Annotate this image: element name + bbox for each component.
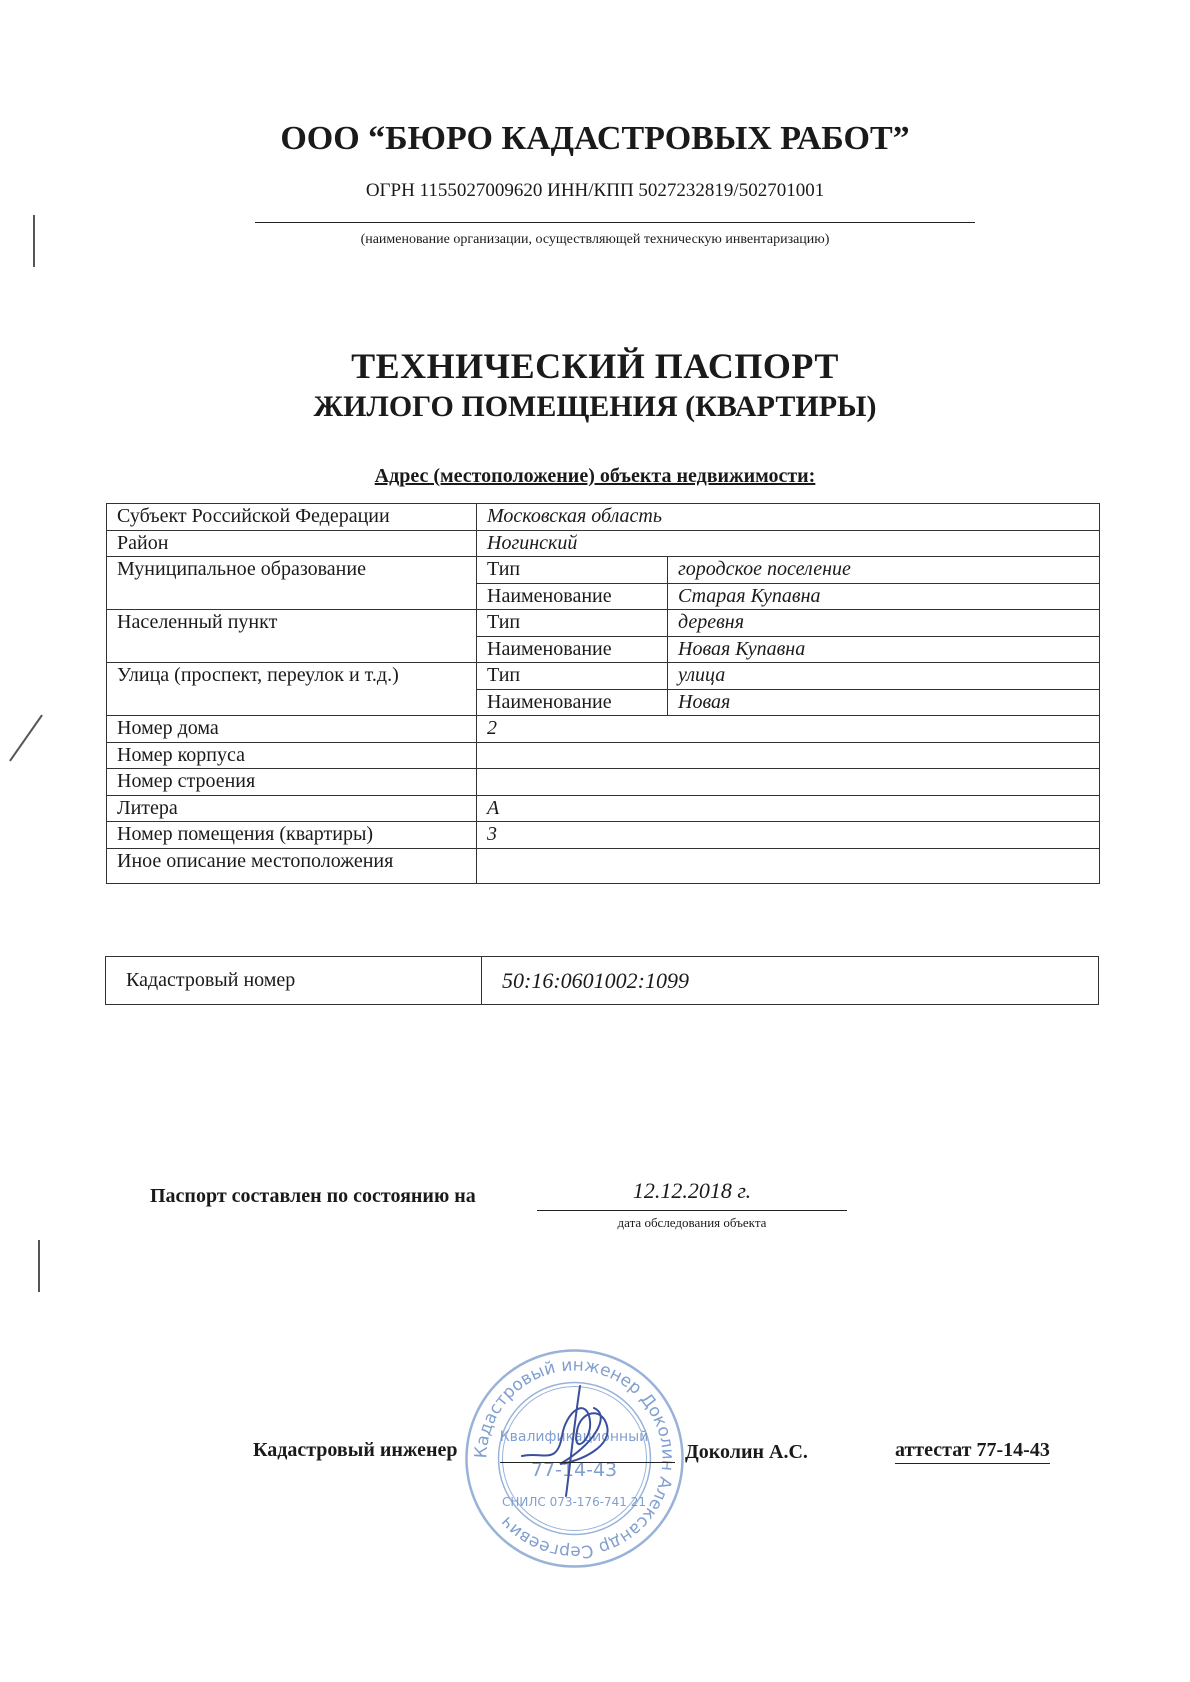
street-type-value: улица <box>668 663 1100 690</box>
settlement-type-value: деревня <box>668 610 1100 637</box>
table-row <box>107 716 1100 743</box>
address-table <box>106 503 1100 884</box>
settlement-name-label: Наименование <box>477 636 668 663</box>
document-title: ТЕХНИЧЕСКИЙ ПАСПОРТ <box>351 346 839 386</box>
table-row <box>107 610 1100 637</box>
district-value: Ногинский <box>477 530 1100 557</box>
street-label: Улица (проспект, переулок и т.д.) <box>107 663 477 716</box>
table-row <box>107 557 1100 584</box>
house-value: 2 <box>477 716 1100 743</box>
engineer-certificate: аттестат 77-14-43 <box>895 1439 1050 1464</box>
other-value <box>477 848 1100 883</box>
street-type-label: Тип <box>477 663 668 690</box>
table-row <box>107 504 1100 531</box>
organization-caption: (наименование организации, осуществляющей техническую инвентаризацию) <box>360 232 830 247</box>
engineer-label: Кадастровый инженер <box>253 1439 458 1461</box>
structure-label: Номер строения <box>107 769 477 796</box>
stamp-ring-text: Кадастровый инженер Доколин Александр Сергеевич <box>471 1355 678 1562</box>
table-row <box>107 663 1100 690</box>
settlement-name-value: Новая Купавна <box>668 636 1100 663</box>
street-name-label: Наименование <box>477 689 668 716</box>
margin-mark <box>38 1240 40 1292</box>
table-row <box>107 742 1100 769</box>
settlement-type-label: Тип <box>477 610 668 637</box>
other-label: Иное описание местоположения <box>107 848 477 883</box>
table-row <box>107 795 1100 822</box>
building-value <box>477 742 1100 769</box>
date-underline <box>537 1210 847 1211</box>
subject-value: Московская область <box>477 504 1100 531</box>
building-label: Номер корпуса <box>107 742 477 769</box>
litera-label: Литера <box>107 795 477 822</box>
organization-name: ООО “БЮРО КАДАСТРОВЫХ РАБОТ” <box>280 120 910 157</box>
municipality-type-label: Тип <box>477 557 668 584</box>
litera-value: А <box>477 795 1100 822</box>
house-label: Номер дома <box>107 716 477 743</box>
municipality-name-value: Старая Купавна <box>668 583 1100 610</box>
cadastral-label: Кадастровый номер <box>106 957 482 1005</box>
cadastral-table <box>105 956 1099 1005</box>
table-row <box>107 822 1100 849</box>
apartment-label: Номер помещения (квартиры) <box>107 822 477 849</box>
state-label: Паспорт составлен по состоянию на <box>150 1185 476 1207</box>
state-date: 12.12.2018 г. <box>632 1178 752 1203</box>
structure-value <box>477 769 1100 796</box>
engineer-name: Доколин А.С. <box>685 1441 808 1463</box>
seal-stamp-icon <box>462 1346 687 1571</box>
apartment-value: 3 <box>477 822 1100 849</box>
document-subtitle: ЖИЛОГО ПОМЕЩЕНИЯ (КВАРТИРЫ) <box>313 390 877 423</box>
margin-mark <box>9 714 43 761</box>
signature-underline <box>500 1462 675 1463</box>
divider <box>255 222 975 223</box>
state-caption: дата обследования объекта <box>617 1215 767 1230</box>
address-heading: Адрес (местоположение) объекта недвижимости: <box>374 465 816 487</box>
municipality-name-label: Наименование <box>477 583 668 610</box>
stamp-inner-number: 77-14-43 <box>530 1459 618 1481</box>
stamp-snils: СНИЛС 073-176-741 21 <box>501 1495 647 1509</box>
organization-ids: ОГРН 1155027009620 ИНН/КПП 5027232819/502701001 <box>365 180 825 201</box>
settlement-label: Населенный пункт <box>107 610 477 663</box>
stamp-inner-top: Квалификационный <box>499 1429 649 1445</box>
subject-label: Субъект Российской Федерации <box>107 504 477 531</box>
district-label: Район <box>107 530 477 557</box>
table-row <box>107 848 1100 883</box>
street-name-value: Новая <box>668 689 1100 716</box>
cadastral-value: 50:16:0601002:1099 <box>482 957 1099 1005</box>
table-row <box>107 530 1100 557</box>
municipality-label: Муниципальное образование <box>107 557 477 610</box>
table-row <box>107 769 1100 796</box>
municipality-type-value: городское поселение <box>668 557 1100 584</box>
table-row <box>106 957 1099 1005</box>
